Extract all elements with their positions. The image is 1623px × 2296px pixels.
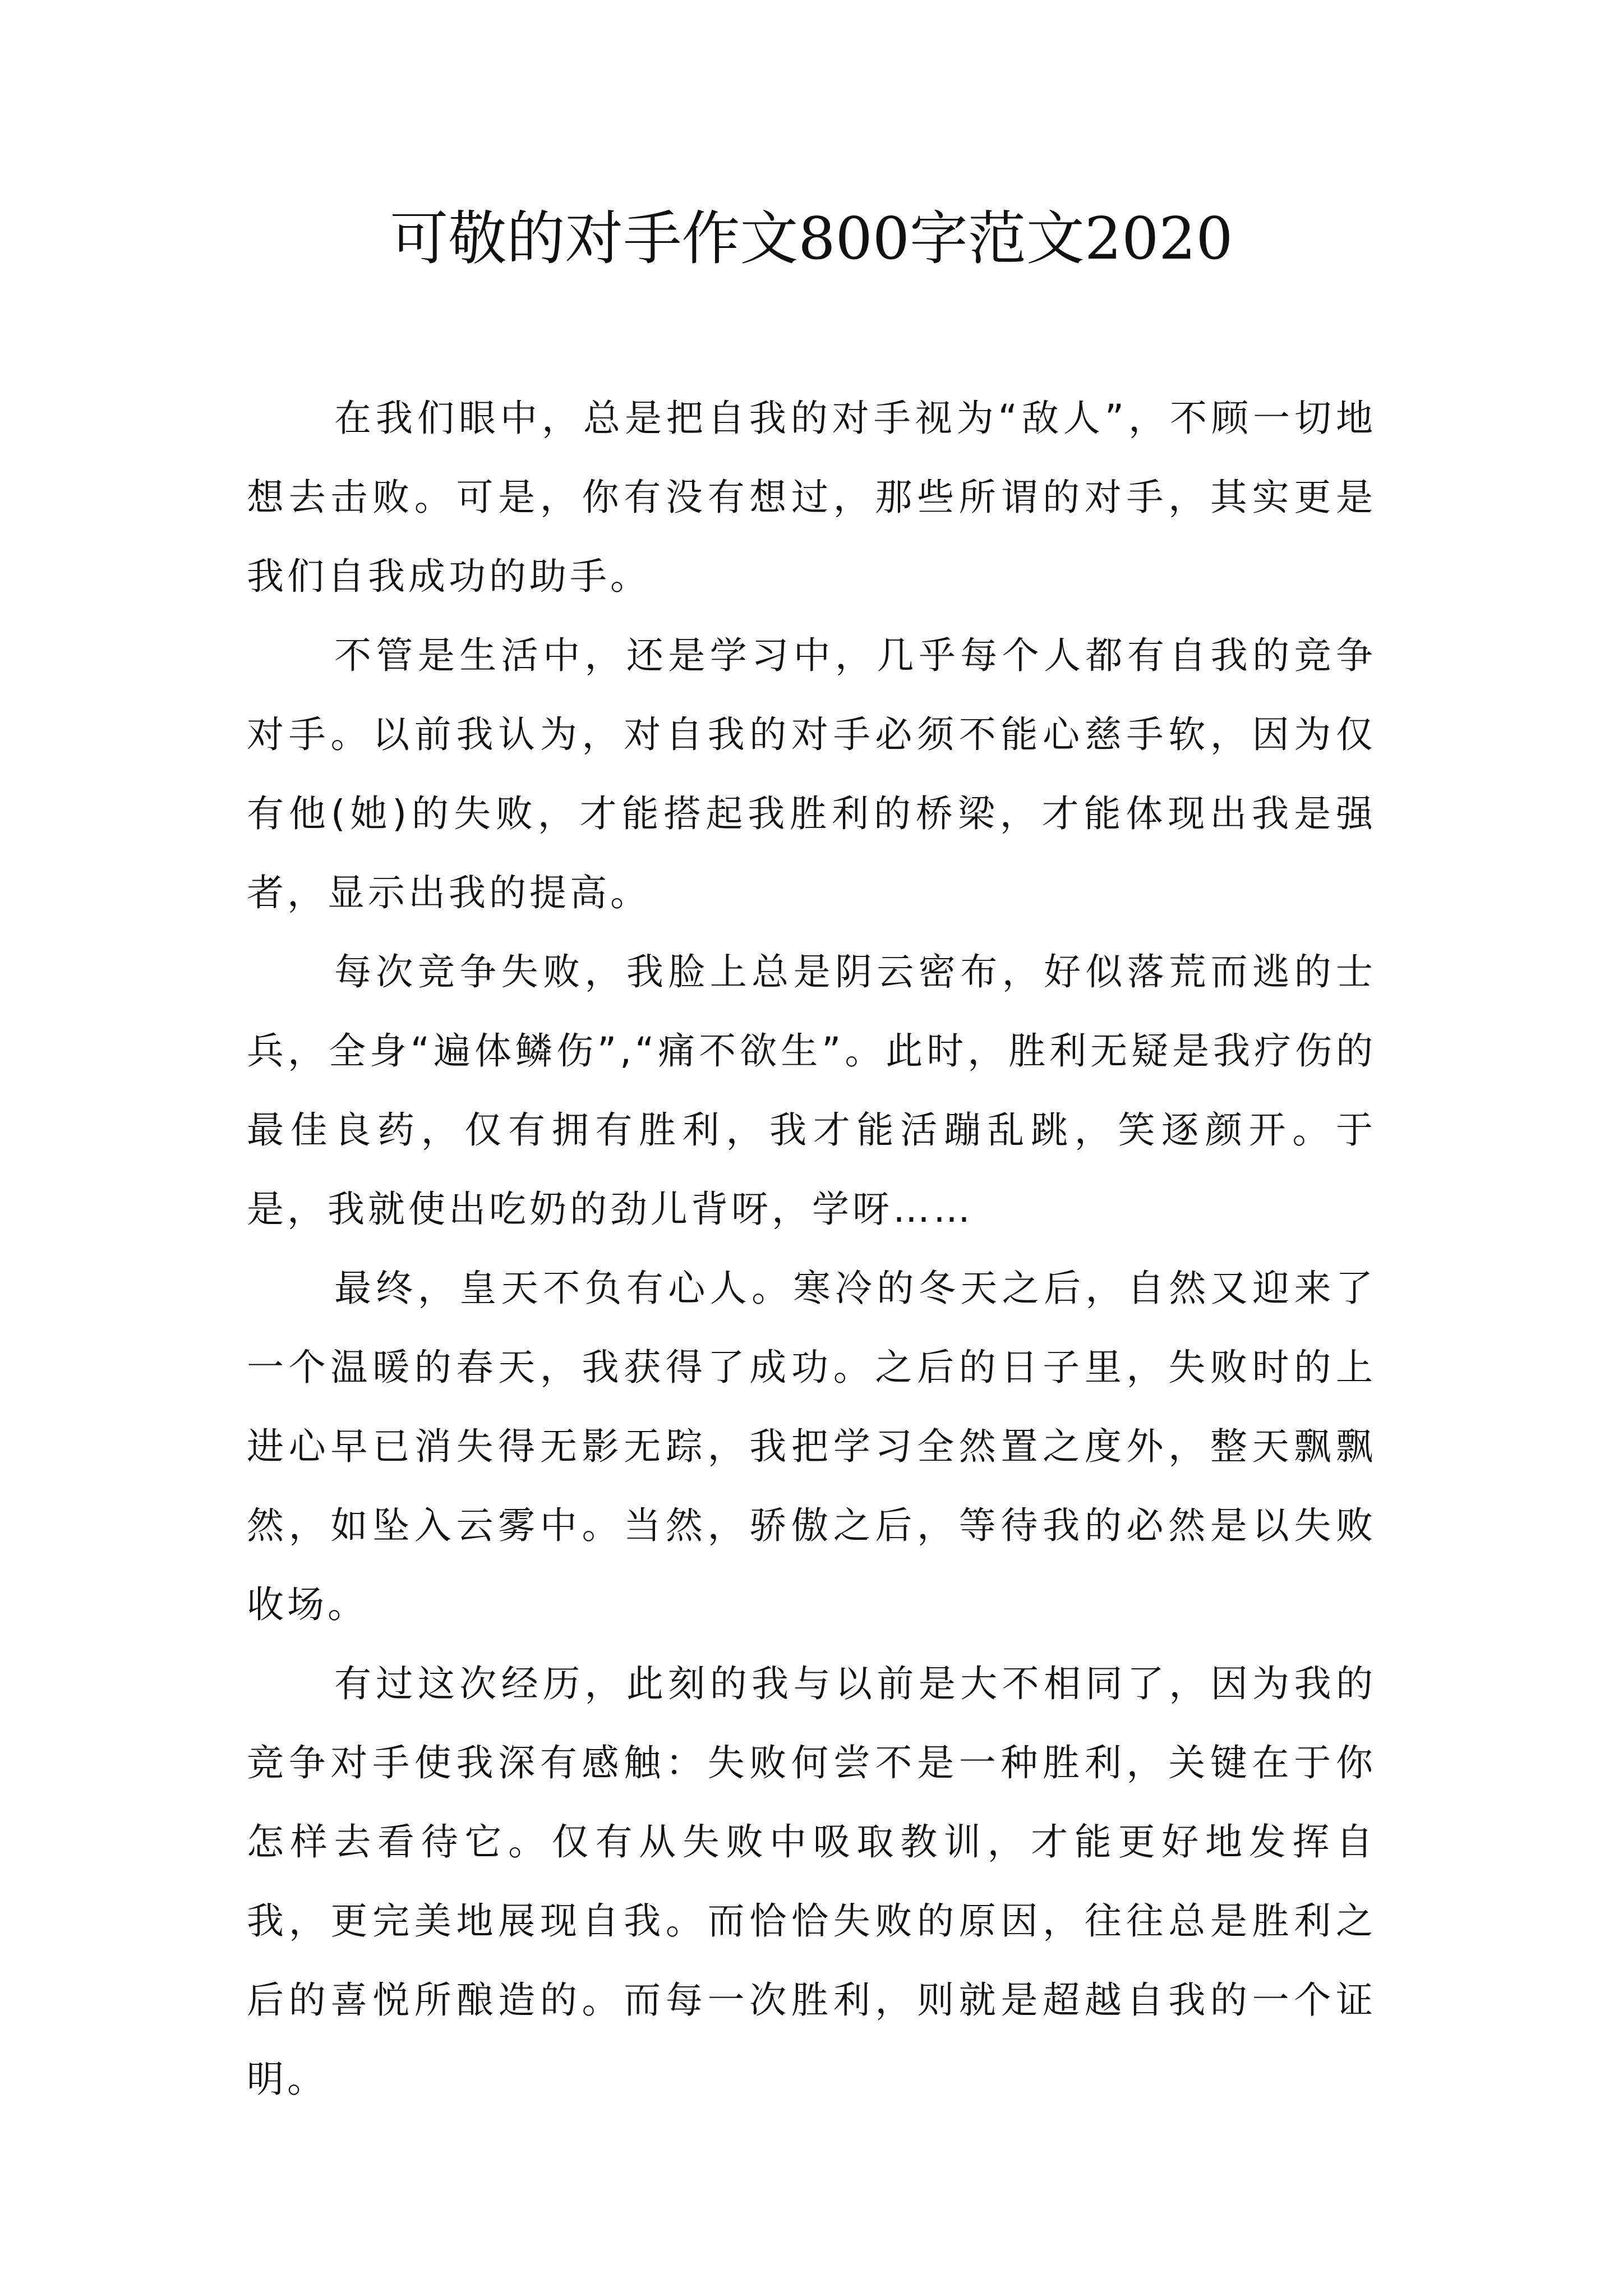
paragraph-4: 最终，皇天不负有心人。寒冷的冬天之后，自然又迎来了一个温暖的春天，我获得了成功。之后的日子里，失败时的上进心早已消失得无影无踪，我把学习全然置之度外，整天飘飘然，如坠入云雾中。当然，骄傲之后，等待我的必然是以失败收场。 xyxy=(247,1267,1376,1626)
paragraph-2: 不管是生活中，还是学习中，几乎每个人都有自我的竞争对手。以前我认为，对自我的对手必须不能心慈手软，因为仅有他(她)的失败，才能搭起我胜利的桥梁，才能体现出我是强者，显示出我的提高。 xyxy=(247,634,1376,914)
document-title: 可敬的对手作文800字范文2020 xyxy=(390,204,1233,273)
paragraph-3: 每次竞争失败，我脸上总是阴云密布，好似落荒而逃的士兵，全身“遍体鳞伤”,“痛不欲生”。此时，胜利无疑是我疗伤的最佳良药，仅有拥有胜利，我才能活蹦乱跳，笑逐颜开。于是，我就使出吃奶的劲儿背呀，学呀…… xyxy=(247,950,1376,1231)
document-body xyxy=(247,379,1376,2119)
paragraph-5: 有过这次经历，此刻的我与以前是大不相同了，因为我的竞争对手使我深有感触：失败何尝不是一种胜利，关键在于你怎样去看待它。仅有从失败中吸取教训，才能更好地发挥自我，更完美地展现自我。而恰恰失败的原因，往往总是胜利之后的喜悦所酿造的。而每一次胜利，则就是超越自我的一个证明。 xyxy=(247,1662,1376,2101)
paragraph-1: 在我们眼中，总是把自我的对手视为“敌人”，不顾一切地想去击败。可是，你有没有想过，那些所谓的对手，其实更是我们自我成功的助手。 xyxy=(247,397,1376,598)
